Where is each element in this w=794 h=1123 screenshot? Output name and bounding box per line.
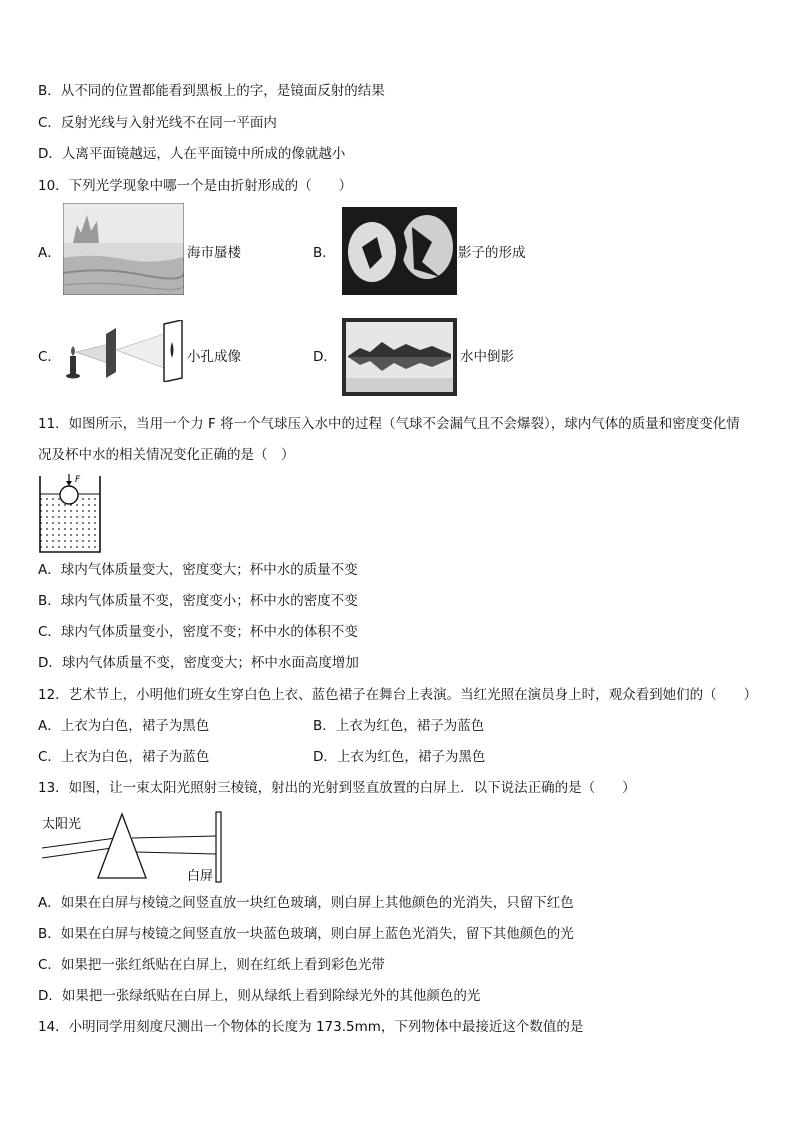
- q13-option-c: C．如果把一张红纸贴在白屏上，则在红纸上看到彩色光带: [38, 957, 385, 973]
- q9-option-c: C．反射光线与入射光线不在同一平面内: [38, 115, 277, 131]
- q12-option-b: B．上衣为红色，裙子为蓝色: [313, 718, 485, 734]
- q12-stem: 12．艺术节上，小明他们班女生穿白色上衣、蓝色裙子在舞台上表演。当红光照在演员身上时，观众看到她们的（ ）: [38, 687, 758, 703]
- q12-option-a: A．上衣为白色，裙子为黑色: [38, 718, 210, 734]
- q9-option-b: B．从不同的位置都能看到黑板上的字，是镜面反射的结果: [38, 83, 385, 99]
- screen-label: 白屏: [187, 869, 214, 884]
- balloon-in-water-diagram: [38, 472, 102, 556]
- q13-stem: 13．如图，让一束太阳光照射三棱镜，射出的光射到竖直放置的白屏上．以下说法正确的是（ ）: [38, 780, 636, 796]
- shadow-puppet-photo: [342, 207, 457, 295]
- q12-option-c: C．上衣为白色，裙子为蓝色: [38, 749, 210, 765]
- mirage-photo: [63, 203, 184, 295]
- q11-option-a: A．球内气体质量变大，密度变大；杯中水的质量不变: [38, 562, 358, 578]
- q10-option-b-letter: B．: [313, 245, 336, 261]
- q14-stem: 14．小明同学用刻度尺测出一个物体的长度为 173.5mm，下列物体中最接近这个数值的是: [38, 1019, 584, 1035]
- force-label: F: [75, 475, 81, 485]
- q10-option-d-letter: D．: [313, 349, 337, 365]
- water-reflection-photo: [342, 318, 457, 396]
- q11-option-b: B．球内气体质量不变，密度变小；杯中水的密度不变: [38, 593, 358, 609]
- q9-option-d: D．人离平面镜越远，人在平面镜中所成的像就越小: [38, 146, 346, 162]
- q10-option-c-letter: C．: [38, 349, 61, 365]
- prism-diagram: [40, 808, 230, 884]
- q10-option-a-caption: 海市蜃楼: [187, 245, 241, 261]
- q10-option-c-caption: 小孔成像: [187, 349, 241, 365]
- q13-option-d: D．如果把一张绿纸贴在白屏上，则从绿纸上看到除绿光外的其他颜色的光: [38, 988, 481, 1004]
- q11-stem-line1: 11．如图所示，当用一个力 F 将一个气球压入水中的过程（气球不会漏气且不会爆裂），球内气体的质量和密度变化情: [38, 416, 740, 432]
- q13-option-b: B．如果在白屏与棱镜之间竖直放一块蓝色玻璃，则白屏上蓝色光消失，留下其他颜色的光: [38, 926, 574, 942]
- q10-stem: 10．下列光学现象中哪一个是由折射形成的（ ）: [38, 178, 353, 194]
- q13-option-a: A．如果在白屏与棱镜之间竖直放一块红色玻璃，则白屏上其他颜色的光消失，只留下红色: [38, 895, 574, 911]
- sunlight-label: 太阳光: [42, 817, 82, 832]
- q12-option-d: D．上衣为红色，裙子为黑色: [313, 749, 486, 765]
- q10-option-a-letter: A．: [38, 245, 61, 261]
- q10-option-d-caption: 水中倒影: [460, 349, 514, 365]
- q11-option-d: D．球内气体质量不变，密度变大；杯中水面高度增加: [38, 655, 359, 671]
- pinhole-camera-diagram: [60, 320, 184, 382]
- q11-option-c: C．球内气体质量变小，密度不变；杯中水的体积不变: [38, 624, 358, 640]
- q10-option-b-caption: 影子的形成: [458, 245, 526, 261]
- q11-stem-line2: 况及杯中水的相关情况变化正确的是（ ）: [38, 447, 295, 463]
